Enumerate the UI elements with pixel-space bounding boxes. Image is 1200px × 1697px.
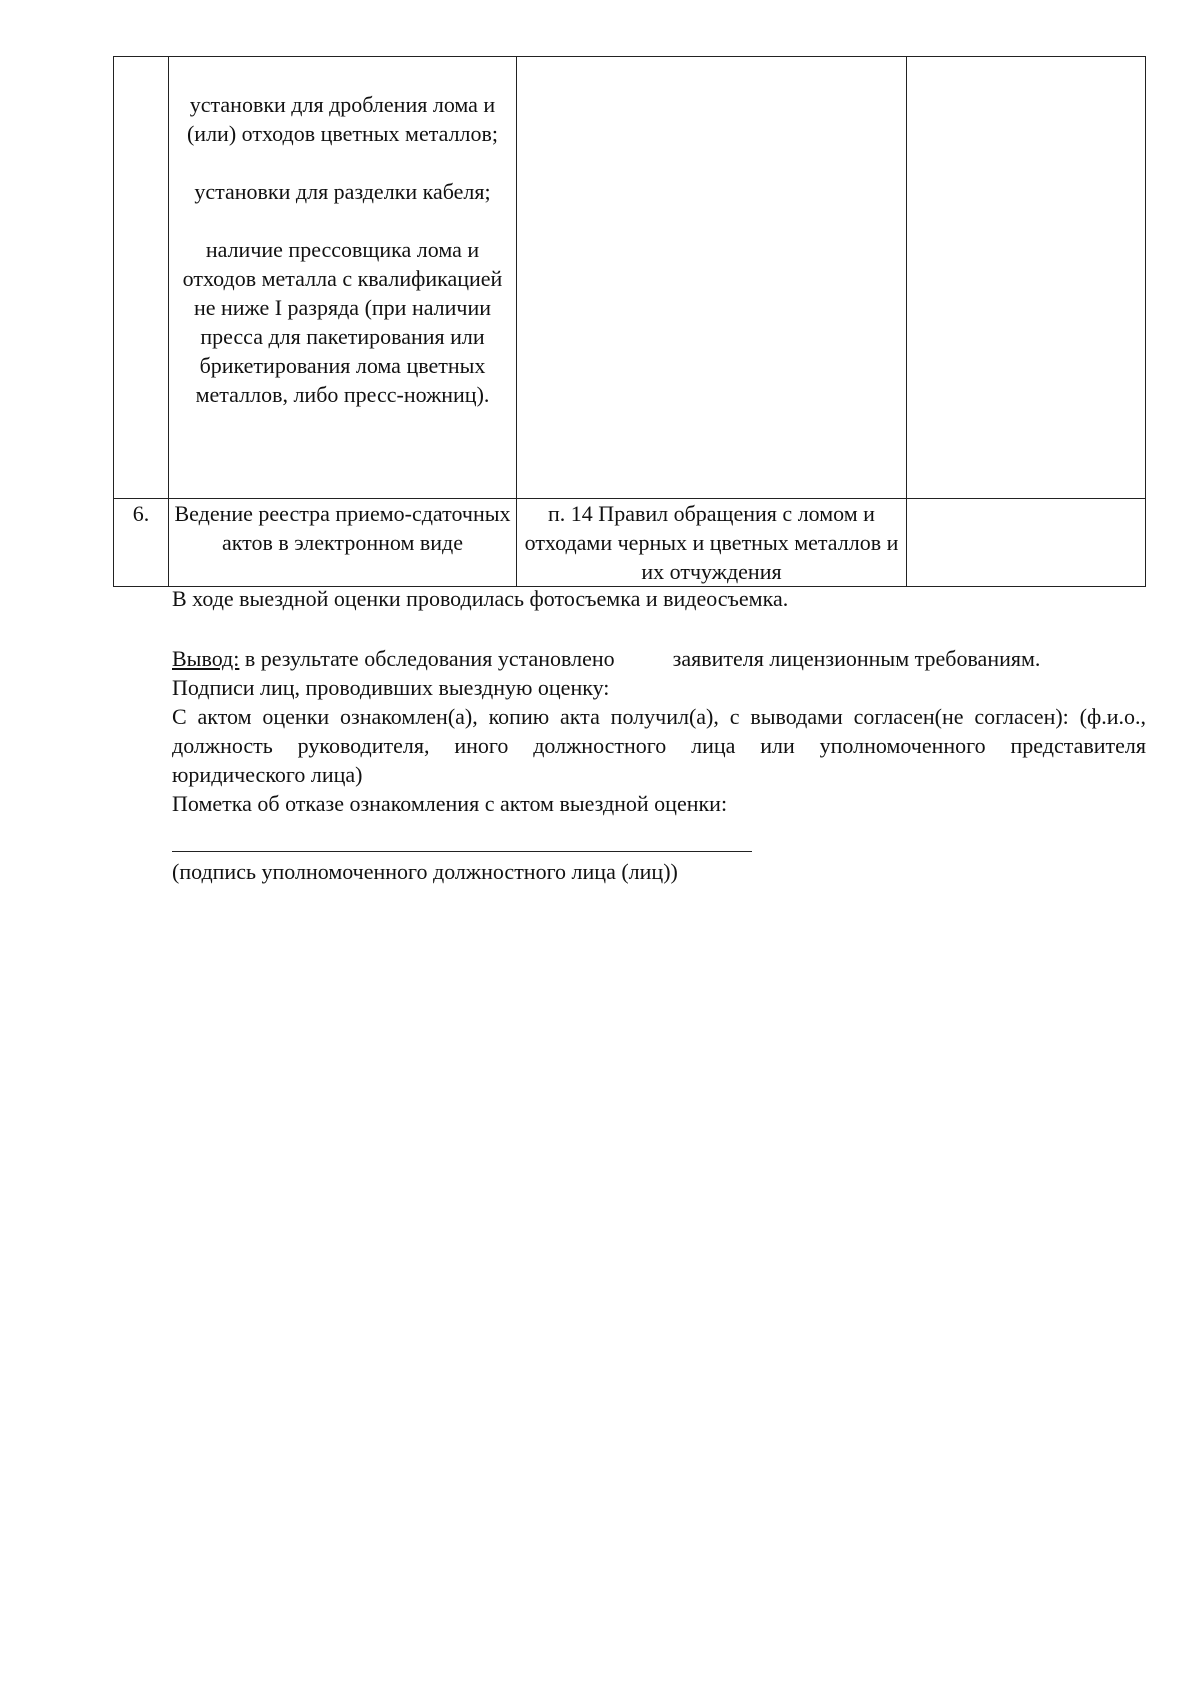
conclusion-label: Вывод: — [172, 646, 240, 671]
acknowledgement-text: С актом оценки ознакомлен(а), копию акта получил(а), с выводами согласен(не согласен): (ф.и.о., должность руководителя, иного должностного лица или уполномоченного представителя юридического лица) — [172, 704, 1146, 787]
row-number-cell — [114, 57, 169, 499]
conclusion-line — [172, 644, 1146, 673]
signature-caption: (подпись уполномоченного должностного лица (лиц)) — [172, 859, 678, 884]
requirement-paragraph: установки для разделки кабеля; — [194, 179, 491, 204]
note-cell — [907, 57, 1146, 499]
requirement-cell: Ведение реестра приемо-сдаточных актов в электронном виде — [169, 499, 517, 587]
paragraph-gap — [171, 206, 514, 235]
refusal-note: Пометка об отказе ознакомления с актом выездной оценки: — [172, 791, 728, 816]
photo-video-statement: В ходе выездной оценки проводилась фотосъемка и видеосъемка. — [172, 586, 789, 611]
conclusion-text-end: заявителя лицензионным требованиям. — [672, 646, 1041, 671]
requirement-paragraph: наличие прессовщика лома и отходов металла с квалификацией не ниже I разряда (при наличии пресса для пакетирования или брикетирования лома цветных металлов, либо пресс-ножниц). — [182, 237, 503, 407]
requirement-paragraph: установки для дробления лома и (или) отходов цветных металлов; — [186, 92, 499, 146]
row-number-cell: 6. — [114, 499, 169, 587]
requirements-table — [113, 56, 1146, 587]
requirement-cell — [169, 57, 517, 499]
reference-cell — [517, 57, 907, 499]
signature-line — [172, 851, 752, 852]
note-cell — [907, 499, 1146, 587]
signatures-heading: Подписи лиц, проводивших выездную оценку: — [172, 675, 610, 700]
paragraph-gap — [171, 148, 514, 177]
reference-cell: п. 14 Правил обращения с ломом и отходами черных и цветных металлов и их отчуждения — [517, 499, 907, 587]
table-row — [114, 57, 1146, 499]
table-row — [114, 499, 1146, 587]
conclusion-text-start: в результате обследования установлено — [244, 646, 615, 671]
